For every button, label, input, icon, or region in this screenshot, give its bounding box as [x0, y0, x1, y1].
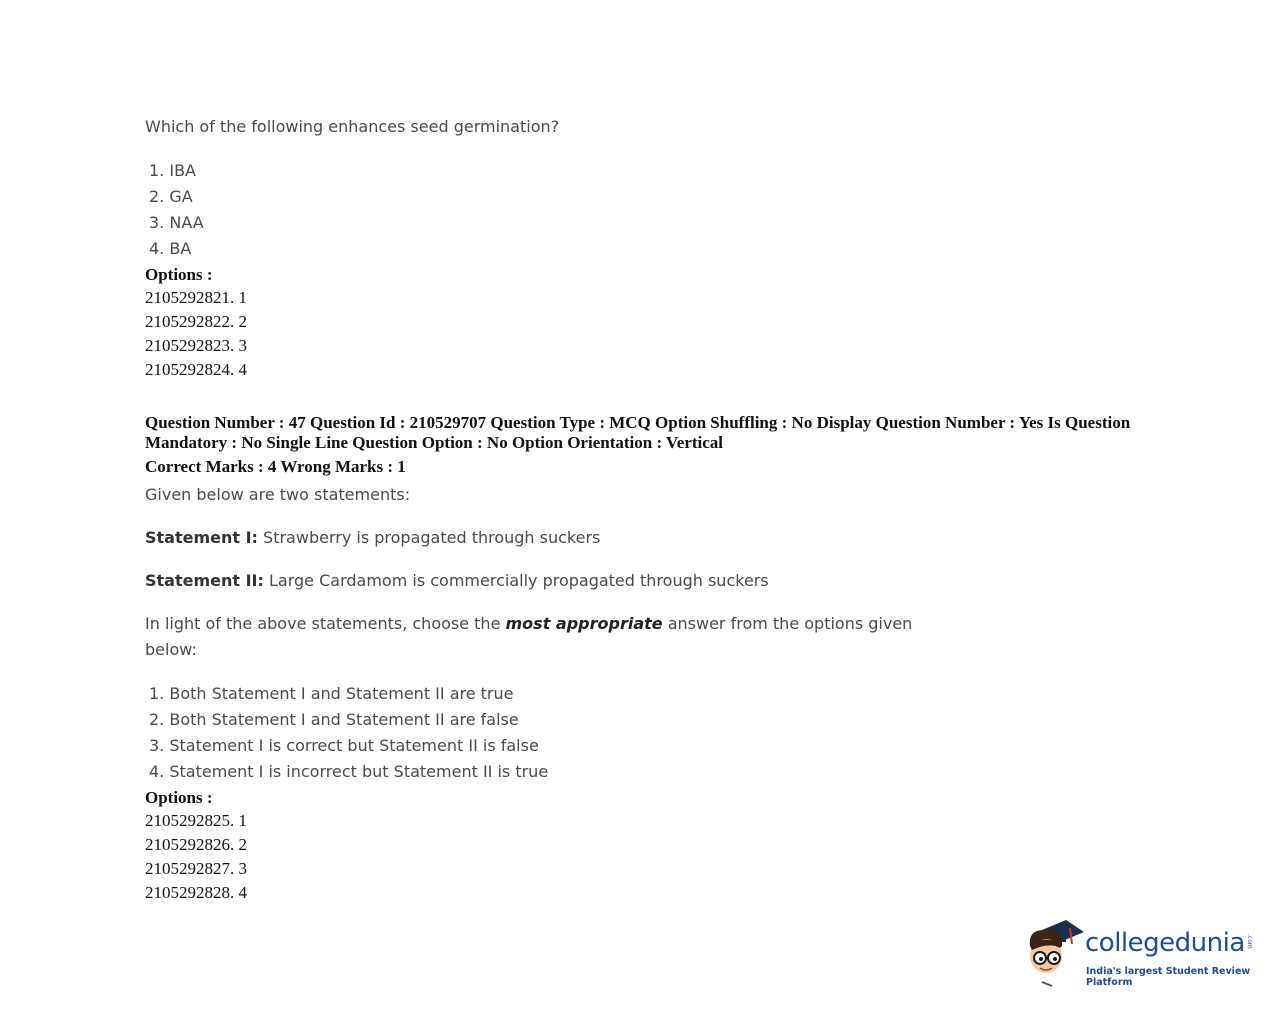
options-heading: Options :: [145, 788, 213, 807]
option-id-item: 2105292822. 2: [145, 312, 247, 331]
instruction-emphasis: most appropriate: [505, 614, 663, 633]
logo-tagline: India's largest Student Review Platform: [1086, 966, 1251, 988]
choice-item: 1. IBA: [149, 161, 196, 180]
option-id-item: 2105292823. 3: [145, 336, 247, 355]
question-47-instruction-line2: below:: [145, 640, 197, 659]
option-id-item: 2105292821. 1: [145, 288, 247, 307]
mascot-icon: [1022, 916, 1086, 988]
statement-1-text: Strawberry is propagated through suckers: [257, 528, 601, 547]
question-47-marks: Correct Marks : 4 Wrong Marks : 1: [145, 457, 406, 476]
statement-2-text: Large Cardamom is commercially propagated through suckers: [263, 571, 769, 590]
instruction-pre: In light of the above statements, choose the: [145, 614, 506, 633]
choice-item: 3. NAA: [149, 213, 204, 232]
choice-item: 3. Statement I is correct but Statement II is false: [149, 736, 539, 755]
collegedunia-logo[interactable]: [1022, 916, 1257, 988]
question-47-intro: Given below are two statements:: [145, 485, 411, 504]
instruction-post: answer from the options given: [662, 614, 913, 633]
question-47-metadata: Question Number : 47 Question Id : 210529707 Question Type : MCQ Option Shuffling : No Display Question Number : Yes Is Question Mandatory : No Single Line Question Option : No Option Orientation : Vertical: [145, 413, 1131, 452]
question-47-instruction: [145, 614, 912, 633]
statement-2-label: Statement II:: [145, 571, 264, 590]
options-heading: Options :: [145, 265, 213, 284]
logo-wordmark: collegedunia: [1085, 928, 1245, 958]
option-id-item: 2105292824. 4: [145, 360, 247, 379]
choice-item: 1. Both Statement I and Statement II are true: [149, 684, 514, 703]
choice-item: 4. BA: [149, 239, 192, 258]
option-id-item: 2105292828. 4: [145, 883, 247, 902]
logo-suffix: .com: [1246, 934, 1253, 949]
choice-item: 4. Statement I is incorrect but Statement II is true: [149, 762, 549, 781]
option-id-item: 2105292826. 2: [145, 835, 247, 854]
question-46-text: Which of the following enhances seed germination?: [145, 117, 560, 136]
choice-item: 2. GA: [149, 187, 193, 206]
option-id-item: 2105292825. 1: [145, 811, 247, 830]
option-id-item: 2105292827. 3: [145, 859, 247, 878]
statement-2: [145, 571, 769, 590]
statement-1-label: Statement I:: [145, 528, 258, 547]
statement-1: [145, 528, 600, 547]
choice-item: 2. Both Statement I and Statement II are false: [149, 710, 519, 729]
